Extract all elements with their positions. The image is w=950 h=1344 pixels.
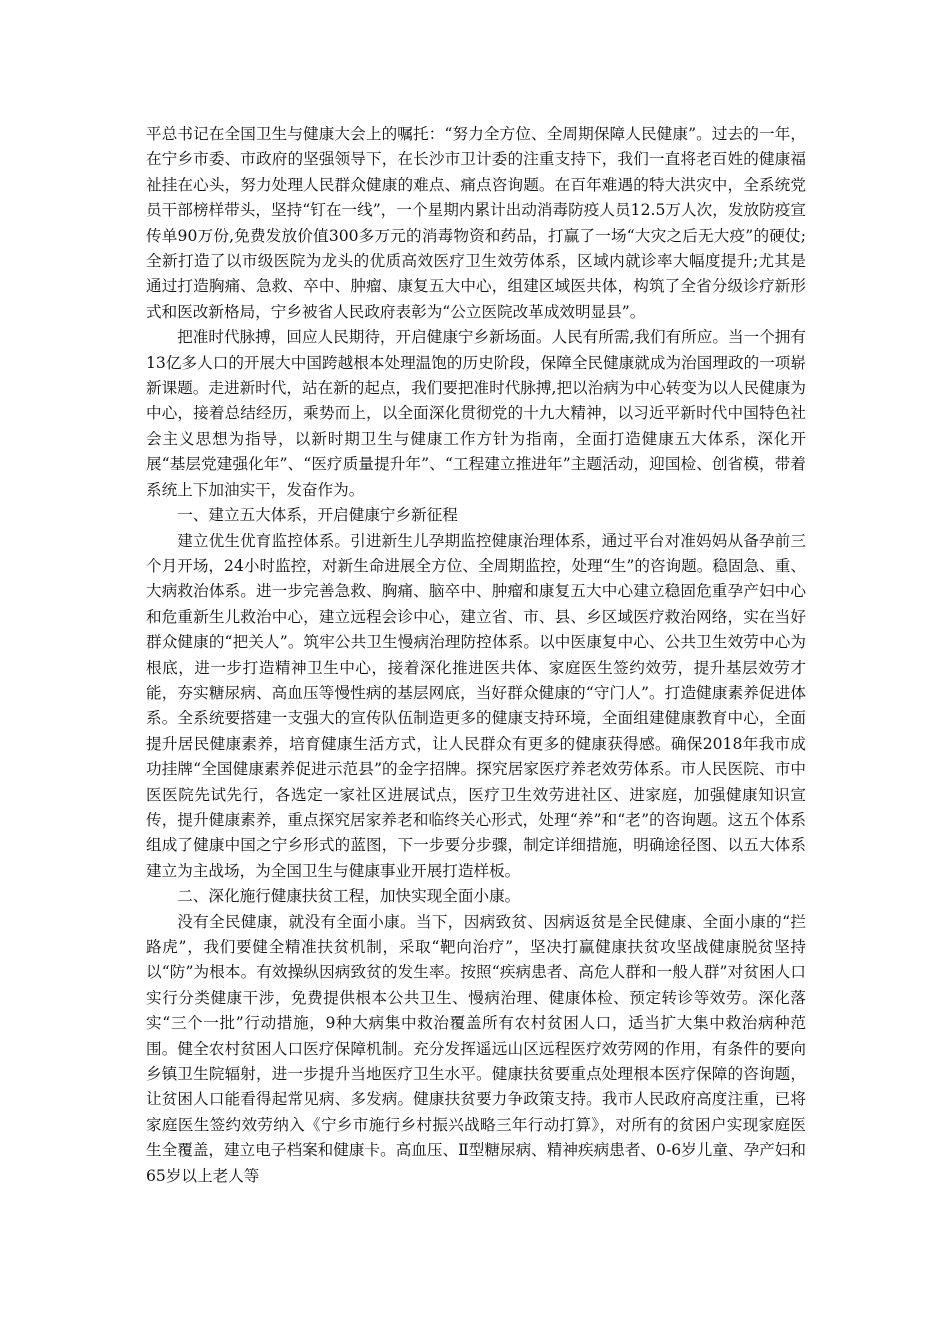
paragraph-1: 平总书记在全国卫生与健康大会上的嘱托：“努力全方位、全周期保障人民健康”。过去的一年，在宁乡市委、市政府的坚强领导下，在长沙市卫计委的注重支持下，我们一直将老百姓的健康福祉挂在心头，努力处理人民群众健康的难点、痛点咨询题。在百年难遇的特大洪灾中，全系统党员干部榜样带头，坚持“钉在一线”，一个星期内累计出动消毒防疫人员12.5万人次，发放防疫宣传单90万份,免费发放价值300多万元的消毒物资和药品，打赢了一场“大灾之后无大疫”的硬仗;全新打造了以市级医院为龙头的优质高效医疗卫生效劳体系，区域内就诊率大幅度提升;尤其是通过打造胸痛、急救、卒中、肿瘤、康复五大中心，组建区域医共体，构筑了全省分级诊疗新形式和医改新格局，宁乡被省人民政府表彰为“公立医院改革成效明显县”。 [146, 125, 806, 321]
document-body [146, 122, 806, 1189]
paragraph-2: 把准时代脉搏，回应人民期待，开启健康宁乡新场面。人民有所需,我们有所应。当一个拥有13亿多人口的开展大中国跨越根本处理温饱的历史阶段，保障全民健康就成为治国理政的一项崭新课题。走进新时代，站在新的起点，我们要把准时代脉搏,把以治病为中心转变为以人民健康为中心，接着总结经历，乘势而上，以全面深化贯彻党的十九大精神，以习近平新时代中国特色社会主义思想为指导，以新时期卫生与健康工作方针为指南，全面打造健康五大体系，深化开展“基层党建强化年”、“医疗质量提升年”、“工程建立推进年”主题活动，迎国检、创省模，带着系统上下加油实干，发奋作为。 [146, 328, 806, 499]
section-heading-2: 二、深化施行健康扶贫工程，加快实现全面小康。 [177, 887, 521, 906]
paragraph-4: 没有全民健康，就没有全面小康。当下，因病致贫、因病返贫是全民健康、全面小康的“拦路虎”，我们要健全精准扶贫机制，采取“靶向治疗”，坚决打赢健康扶贫攻坚战健康脱贫坚持以“防”为根本。有效操纵因病致贫的发生率。按照“疾病患者、高危人群和一般人群”对贫困人口实行分类健康干涉，免费提供根本公共卫生、慢病治理、健康体检、预定转诊等效劳。深化落实“三个一批”行动措施，9种大病集中救治覆盖所有农村贫困人口，适当扩大集中救治病种范围。健全农村贫困人口医疗保障机制。充分发挥遥远山区远程医疗效劳网的作用，有条件的要向乡镇卫生院辐射，进一步提升当地医疗卫生水平。健康扶贫要重点处理根本医疗保障的咨询题，让贫困人口能看得起常见病、多发病。健康扶贫要力争政策支持。我市人民政府高度注重，已将家庭医生签约效劳纳入《宁乡市施行乡村振兴战略三年行动打算》，对所有的贫困户实现家庭医生全覆盖，建立电子档案和健康卡。高血压、Ⅱ型糖尿病、精神疾病患者、0-6岁儿童、孕产妇和65岁以上老人等 [146, 912, 806, 1185]
paragraph-3: 建立优生优育监控体系。引进新生儿孕期监控健康治理体系，通过平台对准妈妈从备孕前三个月开场，24小时监控，对新生命进展全方位、全周期监控，处理“生”的咨询题。稳固急、重、大病救治体系。进一步完善急救、胸痛、脑卒中、肿瘤和康复五大中心建立稳固危重孕产妇中心和危重新生儿救治中心，建立远程会诊中心，建立省、市、县、乡区域医疗救治网络，实在当好群众健康的“把关人”。筑牢公共卫生慢病治理防控体系。以中医康复中心、公共卫生效劳中心为根底，进一步打造精神卫生中心，接着深化推进医共体、家庭医生签约效劳，提升基层效劳才能，夯实糖尿病、高血压等慢性病的基层网底，当好群众健康的“守门人”。打造健康素养促进体系。全系统要搭建一支强大的宣传队伍制造更多的健康支持环境，全面组建健康教育中心，全面提升居民健康素养，培育健康生活方式，让人民群众有更多的健康获得感。确保2018年我市成功挂牌“全国健康素养促进示范县”的金字招牌。探究居家医疗养老效劳体系。市人民医院、市中医医院先试先行，各选定一家社区进展试点，医疗卫生效劳进社区、进家庭，加强健康知识宣传，提升健康素养，重点探究居家养老和临终关心形式，处理“养”和“老”的咨询题。这五个体系组成了健康中国之宁乡形式的蓝图，下一步要分步骤，制定详细措施，明确途径图、以五大体系建立为主战场，为全国卫生与健康事业开展打造样板。 [146, 531, 806, 880]
section-heading-1: 一、建立五大体系，开启健康宁乡新征程 [177, 506, 458, 525]
